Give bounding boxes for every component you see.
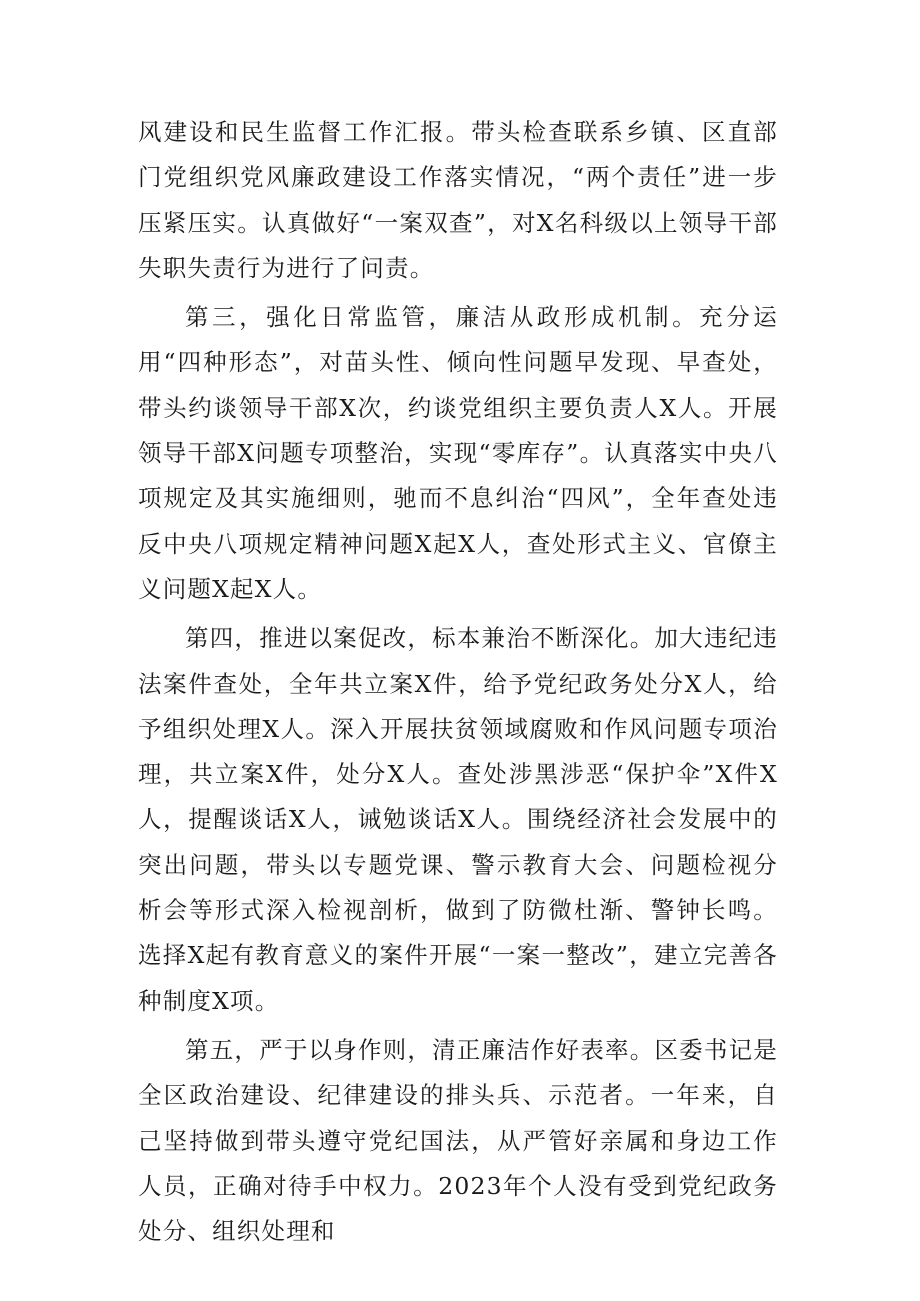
paragraph-fifth-point: 第五，严于以身作则，清正廉洁作好表率。区委书记是全区政治建设、纪律建设的排头兵、示范者。一年来，自己坚持做到带头遵守党纪国法，从严管好亲属和身边工作人员，正确对待手中权力。2023年个人没有受到党纪政务处分、组织处理和	[138, 1035, 778, 1246]
paragraph-continued: 风建设和民生监督工作汇报。带头检查联系乡镇、区直部门党组织党风廉政建设工作落实情况，“两个责任”进一步压紧压实。认真做好“一案双查”，对X名科级以上领导干部失职失责行为进行了问责。	[138, 118, 778, 282]
paragraph-fourth-point: 第四，推进以案促改，标本兼治不断深化。加大违纪违法案件查处，全年共立案X件，给予党纪政务处分X人，给予组织处理X人。深入开展扶贫领域腐败和作风问题专项治理，共立案X件，处分X人。查处涉黑涉恶“保护伞”X件X人，提醒谈话X人，诫勉谈话X人。围绕经济社会发展中的突出问题，带头以专题党课、警示教育大会、问题检视分析会等形式深入检视剖析，做到了防微杜渐、警钟长鸣。选择X起有教育意义的案件开展“一案一整改”，建立完善各种制度X项。	[138, 624, 778, 1015]
document-body	[138, 110, 778, 1258]
paragraph-third-point: 第三，强化日常监管，廉洁从政形成机制。充分运用“四种形态”，对苗头性、倾向性问题早发现、早查处，带头约谈领导干部X次，约谈党组织主要负责人X人。开展领导干部X问题专项整治，实现“零库存”。认真落实中央八项规定及其实施细则，驰而不息纠治“四风”，全年查处违反中央八项规定精神问题X起X人，查处形式主义、官僚主义问题X起X人。	[138, 303, 778, 603]
